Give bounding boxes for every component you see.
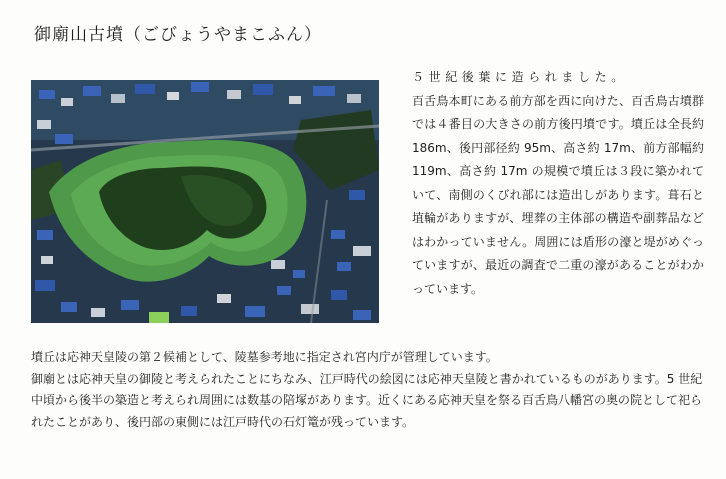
description-text: 百舌鳥本町にある前方部を西に向けた、百舌鳥古墳群では４番目の大きさの前方後円墳です。墳丘は全長約 186m、後円部径約 95m、高さ約 17m、前方部幅約 119m、高さ約 17m の規模で墳丘は３段に築かれていて、南側のくびれ部には造出しがあります。葺石と埴輪がありますが、埋葬の主体部の構造や副葬品などはわかっていません。周囲には盾形の濠と堤がめぐっていますが、最近の調査で二重の濠があることがわかっています。 [412, 93, 704, 296]
description-column [412, 66, 704, 301]
history-paragraph: 御廟とは応神天皇の御陵と考えられたことにちなみ、江戸時代の絵図には応神天皇陵と書かれているものがあります。5 世紀中頃から後半の築造と考えられ周囲には数基の陪塚があります。近くにある応神天皇を祭る百舌鳥八幡宮の奥の院として祀られたことがあり、後円部の東側には江戸時代の石灯篭が残っています。 [31, 371, 703, 429]
aerial-photo [31, 80, 379, 323]
kofun-aerial-image [31, 80, 379, 323]
era-lead: ５世紀後葉に造られました。 [412, 70, 628, 84]
designation-paragraph: 墳丘は応神天皇陵の第２候補として、陵墓参考地に指定され宮内庁が管理しています。 [31, 350, 498, 364]
page-title: 御廟山古墳（ごびょうやまこふん） [34, 25, 322, 45]
bottom-text [31, 347, 707, 433]
